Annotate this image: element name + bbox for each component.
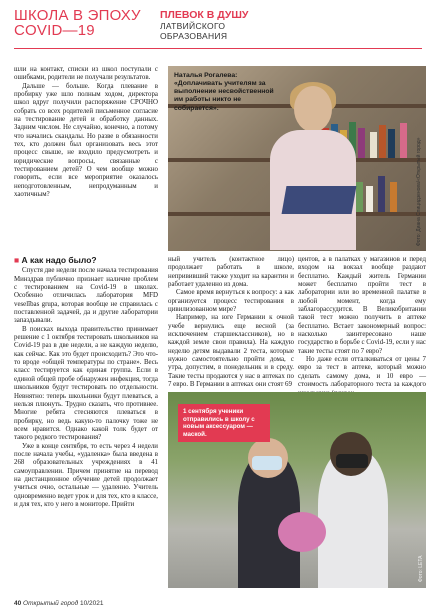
column-1-bottom	[14, 256, 158, 509]
photo-caption: 1 сентября ученики отправились в школу с новым аксессуаром — маской.	[178, 404, 270, 442]
paragraph: ный учитель (контактное лицо) продолжает работать в школе, непрививший также уходит на карантин и работает удаленно из дома.	[168, 256, 294, 289]
magazine-name: Открытый город	[23, 600, 79, 607]
article-subtitle-line1: ЛАТВИЙСКОГО	[160, 21, 226, 31]
photo-credit: Фото: Диана Спицидзенова/«Открытый город»	[416, 137, 422, 246]
column-2	[168, 256, 294, 390]
flowers	[278, 512, 326, 552]
paragraph: Но даже если отталкиваться от цены 7 евро за тест в аптеке, который можно сделать самому дома, и 10 евро — стоимость лабораторного теста за каждого	[298, 356, 426, 389]
photo-credit: Фото: LETA	[418, 555, 424, 582]
page-footer	[14, 600, 104, 607]
section-title-line2: COVID—19	[14, 22, 95, 39]
teacher-photo	[168, 66, 426, 251]
students-photo	[168, 392, 426, 588]
paragraph: Дальше — больше. Когда плевание в пробирку уже шло полным ходом, директора школ вдруг получили распоряжение СРОЧНО собрать со всех родителей письменное согласие на тестирование детей и обработку данных. Задним числом. Не случайно, конечно, а потому что начались скандалы. Но разве в обязанности тех, кто должен был организовать весь этот процесс свыше, не входило предусмотреть и юридические вопросы, связанные с тестированием детей? О чем вообще можно говорить, если все мероприятие оказалось неподготовленным, непродуманным и хаотичным?	[14, 82, 158, 199]
face-mask	[252, 456, 282, 470]
paragraph: шли на контакт, списки из школ поступали с ошибками, родители не получали результатов.	[14, 66, 158, 82]
header-divider	[14, 48, 422, 49]
paragraph: Например, на юге Германии к очной учебе вернулись еще весной (за исключением старшеклассников), но в каждой земле свои правила). На каждую неделю детям выдавали 2 теста, которые нужно самостоятельно пройти дома, с утра, допустим, в понедельник и в среду. Такие тесты продаются у нас в аптеках по 7 евро. В Германии в аптеках они стоят 69	[168, 314, 294, 389]
section-title	[14, 8, 154, 38]
quote-author: Наталья Рогалева:	[174, 72, 238, 79]
page-header	[0, 0, 436, 46]
page-number: 40	[14, 600, 22, 607]
article-title	[160, 10, 330, 41]
section-title-line1: ШКОЛА В ЭПОХУ	[14, 7, 141, 24]
issue-number: 10/2021	[80, 600, 104, 607]
column-3	[298, 256, 426, 398]
paragraph: центов, а в палатках у магазинов и перед входом на вокзал вообще раздают бесплатно. Каждый житель Германии может бесплатно пройти тест в лаборатории или во временной палатке в любой момент, когда ему заблагорассудится. В Великобритании такой тест можно получить в аптеке бесплатно. Встает закономерный вопрос: насколько заинтересовано наше государство в борьбе с Covid-19, если у нас такие тесты стоят по 7 евро?	[298, 256, 426, 355]
paragraph: Самое время вернуться к вопросу: а как организуется процесс тестирования в цивилизованном мире?	[168, 289, 294, 314]
face-mask	[336, 454, 368, 468]
paragraph: Спустя две недели после начала тестирования Минздрав публично признает наличие проблем с тестированием на Covid-19 в школах. Особенно отличилась лаборатория MFD veselības grupa, которая вообще не справилась с поставленной задачей, да и другие лаборатории запаздывали.	[14, 267, 158, 325]
paragraph: В поисках выхода правительство принимает решение с 1 октября тестировать школьников на Covid-19 раз в две недели, а не каждую неделю, как сейчас. Как это будет происходить? Это что-то вроде «общей температуры по стране». Весь класс тестируется как единая группа. Если в единой общей пробе обнаружен инфекция, тогда школьников будут тестировать по отдельности. Невнятно: теперь школьники будут плеваться, а нельзя плюнуть. Трудно сказать, что противнее. Многие ребята стесняются плеваться в пробирку, но ведь какую-то палочку тоже не всем нравится. Однако какой толк будет от такого редкого тестирования?	[14, 325, 158, 442]
article-subtitle-line2: ОБРАЗОВАНИЯ	[160, 31, 228, 41]
article-kicker: ПЛЕВОК В ДУШУ	[160, 9, 249, 21]
pull-quote	[168, 66, 286, 119]
section-subheading: ■ А как надо было?	[14, 255, 97, 265]
quote-text: «Доплачивать учителям за выполнение несвойственной им работы никто не собирается».	[174, 80, 274, 112]
column-1-top	[14, 66, 158, 200]
paragraph: Уже в конце сентября, то есть через 4 недели после начала учебы, «удаленка» была введена в 268 образовательных учреждениях в 41 самоуправлении. Причем принятие на перевод на дистанционное обучение детей продолжает учиться очно, остальные — удаленно. Учитель одновременно ведет урок и для тех, кто в классе, и для тех, кто у него в мониторе. Прийти	[14, 442, 158, 508]
